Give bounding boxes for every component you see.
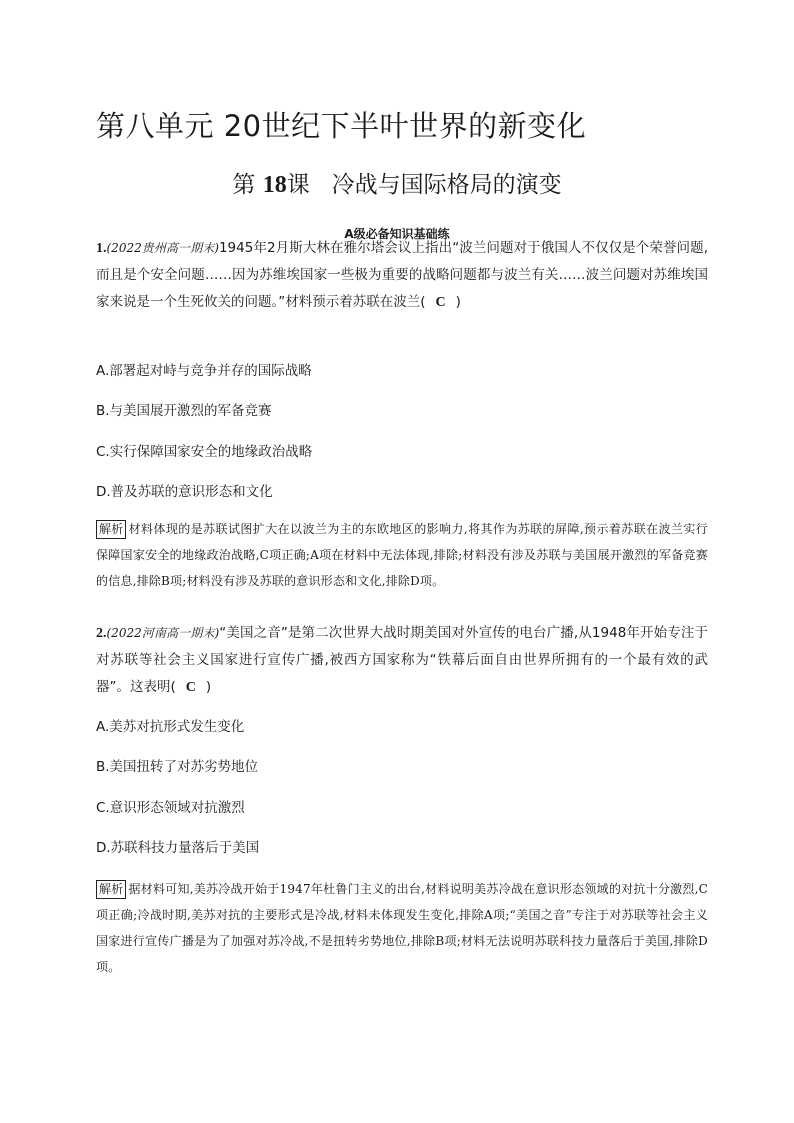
section-title: A级必备知识基础练 <box>344 227 450 241</box>
option-c: C.意识形态领域对抗激烈 <box>96 800 245 816</box>
question-text-end: ) <box>455 294 461 310</box>
question-source: (2022贵州高一期末) <box>106 241 219 255</box>
option-a: A.美苏对抗形式发生变化 <box>96 719 245 735</box>
lesson-number: 18 <box>262 172 287 198</box>
option-a: A.部署起对峙与竞争并存的国际战略 <box>96 363 312 379</box>
analysis-label: 解析 <box>96 520 126 539</box>
question-text: 1945年2月斯大林在雅尔塔会议上指出“波兰问题对于俄国人不仅仅是个荣誉问题,而且是个安全问题……因为苏维埃国家一些极为重要的战略问题都与波兰有关……波兰问题对苏维埃国家来说是一个生死攸关的问题。”材料预示着苏联在波兰( <box>96 240 708 310</box>
answer-letter: C <box>185 680 196 695</box>
answer-letter: C <box>435 295 446 310</box>
lesson-suffix: 课 <box>286 172 310 198</box>
lesson-name: 冷战与国际格局的演变 <box>331 172 562 198</box>
question-source: (2022河南高一期末) <box>106 626 220 640</box>
question-text: “美国之音”是第二次世界大战时期美国对外宣传的电台广播,从1948年开始专注于对苏联等社会主义国家进行宣传广播,被西方国家称为“铁幕后面自由世界所拥有的一个最有效的武器”。这表明( <box>96 625 708 695</box>
question-1-stem: 1.(2022贵州高一期末)1945年2月斯大林在雅尔塔会议上指出“波兰问题对于俄国人不仅仅是个荣誉问题,而且是个安全问题……因为苏维埃国家一些极为重要的战略问题都与波兰有关……波兰问题对苏维埃国家来说是一个生死攸关的问题。”材料预示着苏联在波兰( C ) <box>96 240 708 310</box>
question-number: 2 <box>96 626 103 641</box>
question-number: 1 <box>96 241 103 256</box>
unit-title: 第八单元 20世纪下半叶世界的新变化 <box>96 109 587 143</box>
question-2-analysis <box>96 876 708 980</box>
lesson-title <box>0 166 794 199</box>
option-c: C.实行保障国家安全的地缘政治战略 <box>96 444 313 460</box>
question-text-end: ) <box>205 679 212 695</box>
option-b: B.美国扭转了对苏劣势地位 <box>96 759 259 775</box>
option-d: D.苏联科技力量落后于美国 <box>96 840 260 856</box>
option-d: D.普及苏联的意识形态和文化 <box>96 484 273 500</box>
question-1-analysis <box>96 516 708 594</box>
option-b: B.与美国展开激烈的军备竞赛 <box>96 403 272 419</box>
analysis-text: 据材料可知,美苏冷战开始于1947年杜鲁门主义的出台,材料说明美苏冷战在意识形态领域的对抗十分激烈,C项正确;冷战时期,美苏对抗的主要形式是冷战,材料未体现发生变化,排除A项;“美国之音”专注于对苏联等社会主义国家进行宣传广播是为了加强对苏冷战,不是扭转劣势地位,排除B项;材料无法说明苏联科技力量落后于美国,排除D项。 <box>96 882 708 974</box>
analysis-text: 材料体现的是苏联试图扩大在以波兰为主的东欧地区的影响力,将其作为苏联的屏障,预示着苏联在波兰实行保障国家安全的地缘政治战略,C项正确;A项在材料中无法体现,排除;材料没有涉及苏联与美国展开激烈的军备竞赛的信息,排除B项;材料没有涉及苏联的意识形态和文化,排除D项。 <box>96 522 708 588</box>
analysis-label: 解析 <box>96 880 126 899</box>
question-2-stem: 2.(2022河南高一期末)“美国之音”是第二次世界大战时期美国对外宣传的电台广播,从1948年开始专注于对苏联等社会主义国家进行宣传广播,被西方国家称为“铁幕后面自由世界所拥有的一个最有效的武器”。这表明( C ) <box>96 625 708 695</box>
lesson-prefix: 第 <box>232 172 256 198</box>
